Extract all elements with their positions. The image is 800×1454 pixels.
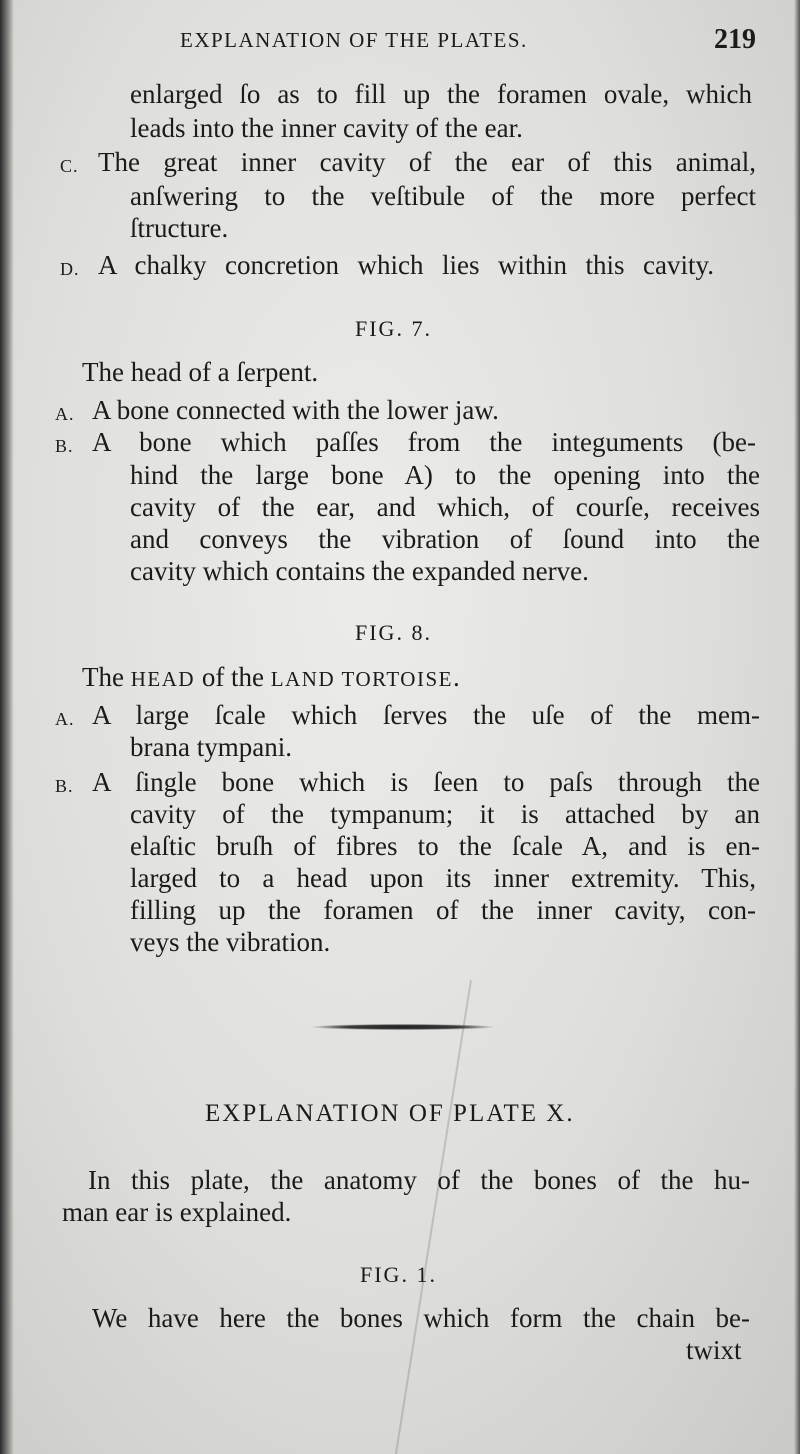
- text-line: anſwering to the veſtibule of the more perfect: [130, 181, 756, 211]
- text-line: A bone connected with the lower jaw.: [92, 395, 499, 425]
- text-line: A ſingle bone which is ſeen to paſs through the: [92, 767, 760, 797]
- page-edge-shadow-right: [794, 0, 800, 1454]
- text-line: larged to a head upon its inner extremity. This,: [130, 863, 756, 893]
- running-title: EXPLANATION OF THE PLATES.: [180, 28, 528, 52]
- catchword: twixt: [686, 1335, 742, 1365]
- page-edge-shadow: [0, 0, 14, 1454]
- text-line: The great inner cavity of the ear of this animal,: [98, 147, 756, 177]
- item-label: A.: [55, 709, 75, 729]
- text-line: brana tympani.: [130, 732, 292, 762]
- figure-heading: FIG. 1.: [360, 1262, 437, 1287]
- text-line: We have here the bones which form the chain be-: [92, 1303, 750, 1333]
- text-line: man ear is explained.: [62, 1197, 292, 1227]
- item-label: B.: [55, 436, 74, 456]
- text-line: hind the large bone A) to the opening into the: [130, 460, 760, 490]
- text-line: The head of a ſerpent.: [82, 357, 319, 387]
- text-line: leads into the inner cavity of the ear.: [130, 113, 523, 143]
- text-line: A large ſcale which ſerves the uſe of the mem-: [92, 700, 760, 730]
- text-line: filling up the foramen of the inner cavity, con-: [130, 895, 756, 925]
- item-label: A.: [55, 404, 75, 424]
- text-line: cavity of the tympanum; it is attached by an: [130, 799, 760, 829]
- text-line: cavity which contains the expanded nerve.: [130, 556, 589, 586]
- text-line: In this plate, the anatomy of the bones of the hu-: [88, 1165, 750, 1195]
- item-label: C.: [60, 156, 79, 176]
- section-heading: EXPLANATION OF PLATE X.: [205, 1100, 575, 1127]
- text-line: A chalky concretion which lies within this cavity.: [98, 250, 714, 280]
- item-label: B.: [55, 776, 74, 796]
- item-label: D.: [60, 259, 80, 279]
- page-number: 219: [714, 24, 756, 55]
- text-line: enlarged ſo as to fill up the foramen ovale, which: [130, 79, 752, 109]
- text-line: ſtructure.: [130, 213, 229, 243]
- text-line: A bone which paſſes from the integuments (be-: [92, 427, 756, 457]
- text-line: and conveys the vibration of ſound into the: [130, 524, 760, 554]
- text-line: elaſtic bruſh of fibres to the ſcale A, and is en-: [130, 831, 760, 861]
- figure-heading: FIG. 8.: [355, 620, 432, 645]
- section-divider-rule: [312, 1024, 494, 1030]
- paper-crease: [395, 980, 472, 1454]
- text-line: veys the vibration.: [130, 927, 331, 957]
- text-line: The HEAD of the LAND TORTOISE.: [82, 662, 460, 692]
- text-line: cavity of the ear, and which, of courſe, receives: [130, 492, 760, 522]
- figure-heading: FIG. 7.: [355, 316, 432, 341]
